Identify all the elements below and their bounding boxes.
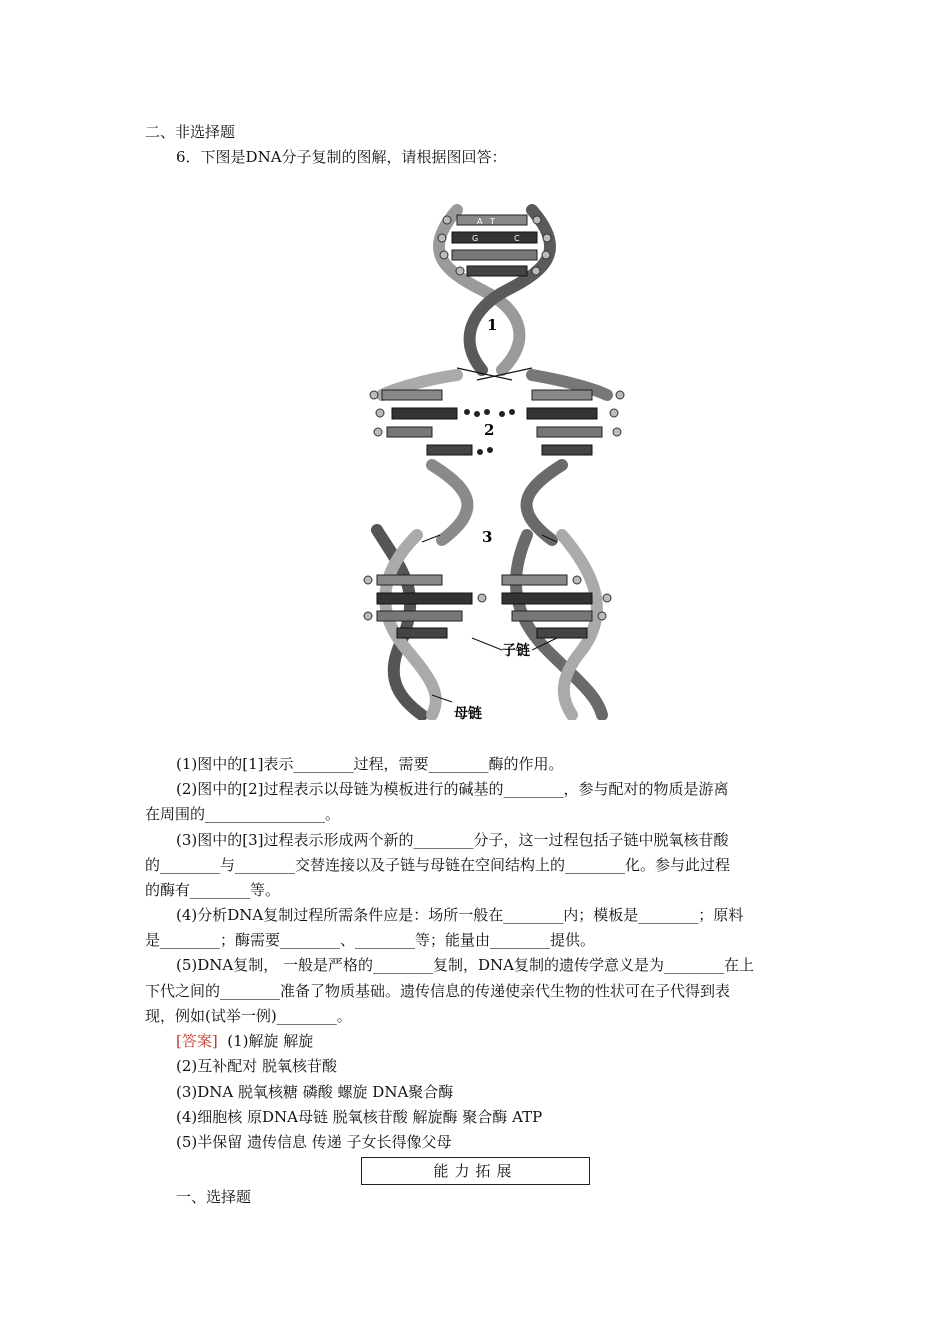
base-label: C [514, 234, 520, 243]
question-1: (1)图中的[1]表示________过程，需要________酶的作用。 [176, 755, 564, 773]
answer-5: (5)半保留 遗传信息 传递 子女长得像父母 [176, 1133, 452, 1151]
question-3-line3: 的酶有________等。 [145, 881, 281, 899]
question-5-line3: 现，例如(试举一例)________。 [145, 1007, 352, 1025]
question-5-line1: (5)DNA复制， 一般是严格的________复制，DNA复制的遗传学意义是为________在上 [176, 956, 754, 974]
answer-3: (3)DNA 脱氧核糖 磷酸 螺旋 DNA聚合酶 [176, 1083, 454, 1101]
answer-2: (2)互补配对 脱氧核苷酸 [176, 1057, 338, 1075]
next-section-title: 一、选择题 [176, 1188, 252, 1206]
base-label: G [472, 234, 479, 243]
answer-tag: [答案] [176, 1032, 218, 1050]
base-label: A [477, 217, 483, 226]
answer-1: (1)解旋 解旋 [227, 1032, 314, 1050]
dna-replication-figure [362, 190, 632, 720]
parent-strand-label: 母链 [454, 706, 482, 720]
ability-extension-box: 能力拓展 [361, 1157, 590, 1185]
question-text: 6．下图是DNA分子复制的图解，请根据图回答： [176, 148, 507, 166]
step-label-1: 1 [487, 316, 498, 334]
daughter-strand-label: 子链 [502, 643, 530, 659]
base-label: T [490, 217, 495, 226]
step-label-3: 3 [482, 528, 493, 546]
question-4-line1: (4)分析DNA复制过程所需条件应是：场所一般在________内；模板是________；原料 [176, 906, 744, 924]
answer-4: (4)细胞核 原DNA母链 脱氧核苷酸 解旋酶 聚合酶 ATP [176, 1108, 543, 1126]
question-4-line2: 是________；酶需要________、________等；能量由________提供。 [145, 931, 596, 949]
question-5-line2: 下代之间的________准备了物质基础。遗传信息的传递使亲代生物的性状可在子代得到表 [145, 982, 731, 1000]
step-label-2: 2 [484, 421, 495, 439]
question-2-line1: (2)图中的[2]过程表示以母链为模板进行的碱基的________，参与配对的物质是游离 [176, 780, 729, 798]
question-3-line1: (3)图中的[3]过程表示形成两个新的________分子，这一过程包括子链中脱氧核苷酸 [176, 831, 729, 849]
question-2-line2: 在周围的________________。 [145, 805, 341, 823]
answer-line-1 [176, 1030, 846, 1052]
question-3-line2: 的________与________交替连接以及子链与母链在空间结构上的________化。参与此过程 [145, 856, 731, 874]
section-title: 二、非选择题 [145, 123, 236, 141]
